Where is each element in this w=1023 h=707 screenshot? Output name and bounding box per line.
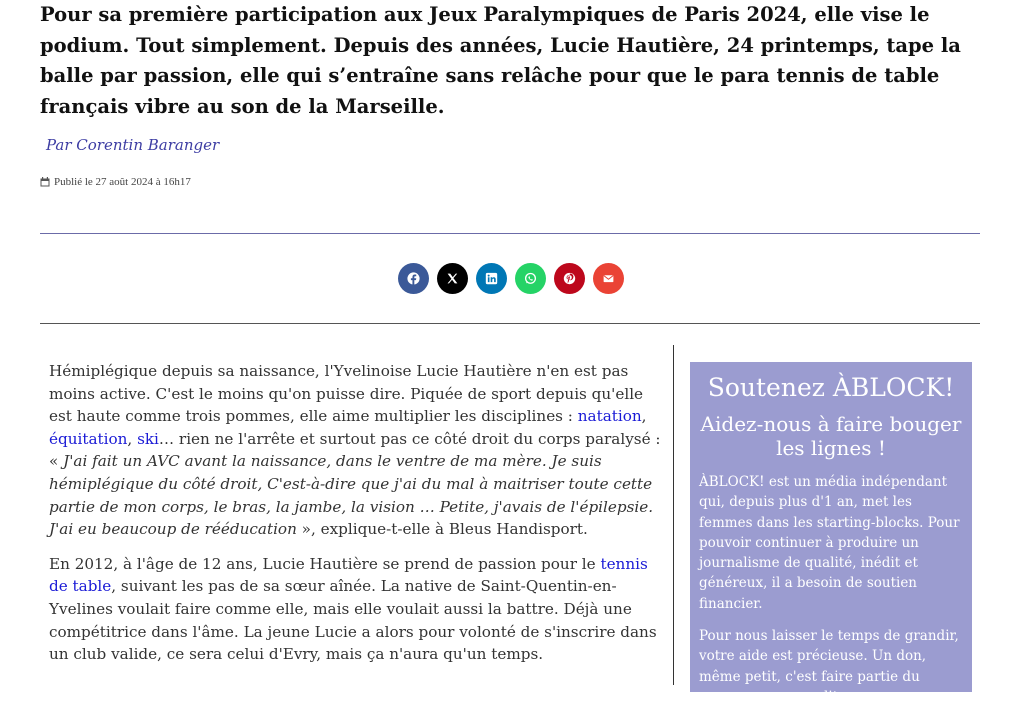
- support-text: Pour nous laisser le temps de grandir, votre aide est précieuse. Un don, même petit, c'est faire partie du: [699, 628, 959, 685]
- share-facebook-button[interactable]: [398, 263, 429, 294]
- paragraph-text: … rien ne l'arrête et surtout pas ce côté droit du corps paralysé : «: [49, 429, 661, 471]
- link-tennis-de-table[interactable]: tennis de table: [49, 554, 648, 596]
- quote-text: J'ai fait un AVC avant la naissance, dans le ventre de ma mère. Je suis hémiplégique du côté droit, C'est-à-dire que j'ai du mal à maitriser toute cette partie de mon corps, le bras, la jambe, la vision … Petite, j'avais de l'épilepsie. J'ai eu beaucoup de rééducation: [49, 452, 654, 539]
- article-body: [49, 360, 661, 678]
- link-ski[interactable]: ski: [137, 429, 159, 448]
- facebook-icon: [407, 272, 420, 285]
- share-bar: [398, 263, 624, 294]
- article-paragraph-1: [49, 360, 661, 541]
- support-box: [690, 362, 972, 705]
- paragraph-text: ,: [127, 429, 138, 448]
- envelope-icon: [602, 272, 615, 285]
- calendar-icon: [40, 177, 50, 187]
- support-emphasis: game: [699, 688, 737, 705]
- article-paragraph-2: [49, 553, 661, 666]
- share-linkedin-button[interactable]: [476, 263, 507, 294]
- article-lede: Pour sa première participation aux Jeux Paralympiques de Paris 2024, elle vise le podium. Tout simplement. Depuis des années, Lucie Hautière, 24 printemps, tape la balle par passion, elle qui s’entraîne sans relâche pour que le para tennis de table français vibre au son de la Marseille.: [40, 3, 961, 118]
- share-x-button[interactable]: [437, 263, 468, 294]
- paragraph-text: ,: [641, 407, 647, 426]
- share-pinterest-button[interactable]: [554, 263, 585, 294]
- divider-bottom: [40, 323, 980, 324]
- support-subtitle: Aidez-nous à faire bouger les lignes !: [700, 412, 962, 460]
- linkedin-icon: [485, 272, 498, 285]
- pinterest-icon: [563, 272, 576, 285]
- paragraph-text: , suivant les pas de sa sœur aînée. La native de Saint-Quentin-en-Yvelines voulait faire comme elle, mais elle voulait aussi la battre. Déjà une compétitrice dans l'âme. La jeune Lucie a alors pour volonté de s'inscrire dans un club valide, ce sera celui d'Evry, mais ça n'aura qu'un temps.: [49, 577, 657, 664]
- share-whatsapp-button[interactable]: [515, 263, 546, 294]
- paragraph-text: En 2012, à l'âge de 12 ans, Lucie Hautière se prend de passion pour le: [49, 554, 601, 573]
- publish-date-text: Publié le 27 août 2024 à 16h17: [54, 176, 191, 188]
- link-natation[interactable]: natation: [577, 407, 642, 426]
- support-paragraph-1: ÀBLOCK! est un média indépendant qui, depuis plus d'1 an, met les femmes dans les starting-blocks. Pour pouvoir continuer à produire un journalisme de qualité, inédit et généreux, il a besoin de soutien financier.: [699, 474, 960, 612]
- support-text: , comme on dit...: [736, 688, 852, 705]
- paragraph-text: », explique-t-elle à Bleus Handisport.: [296, 520, 588, 539]
- paragraph-text: Hémiplégique depuis sa naissance, l'Yvelinoise Lucie Hautière n'en est pas moins active. C'est le moins qu'on puisse dire. Piquée de sport depuis qu'elle est haute comme trois pommes, elle aime multiplier les disciplines :: [49, 362, 644, 426]
- divider-top: [40, 233, 980, 234]
- support-title: Soutenez ÀBLOCK!: [707, 373, 955, 402]
- share-email-button[interactable]: [593, 263, 624, 294]
- support-paragraph-2: [699, 626, 963, 707]
- author-link[interactable]: Par Corentin Baranger: [46, 136, 220, 154]
- link-equitation[interactable]: équitation: [49, 429, 128, 448]
- whatsapp-icon: [524, 272, 537, 285]
- sidebar-separator: [673, 345, 674, 685]
- publish-date: [40, 176, 191, 188]
- x-icon: [446, 272, 459, 285]
